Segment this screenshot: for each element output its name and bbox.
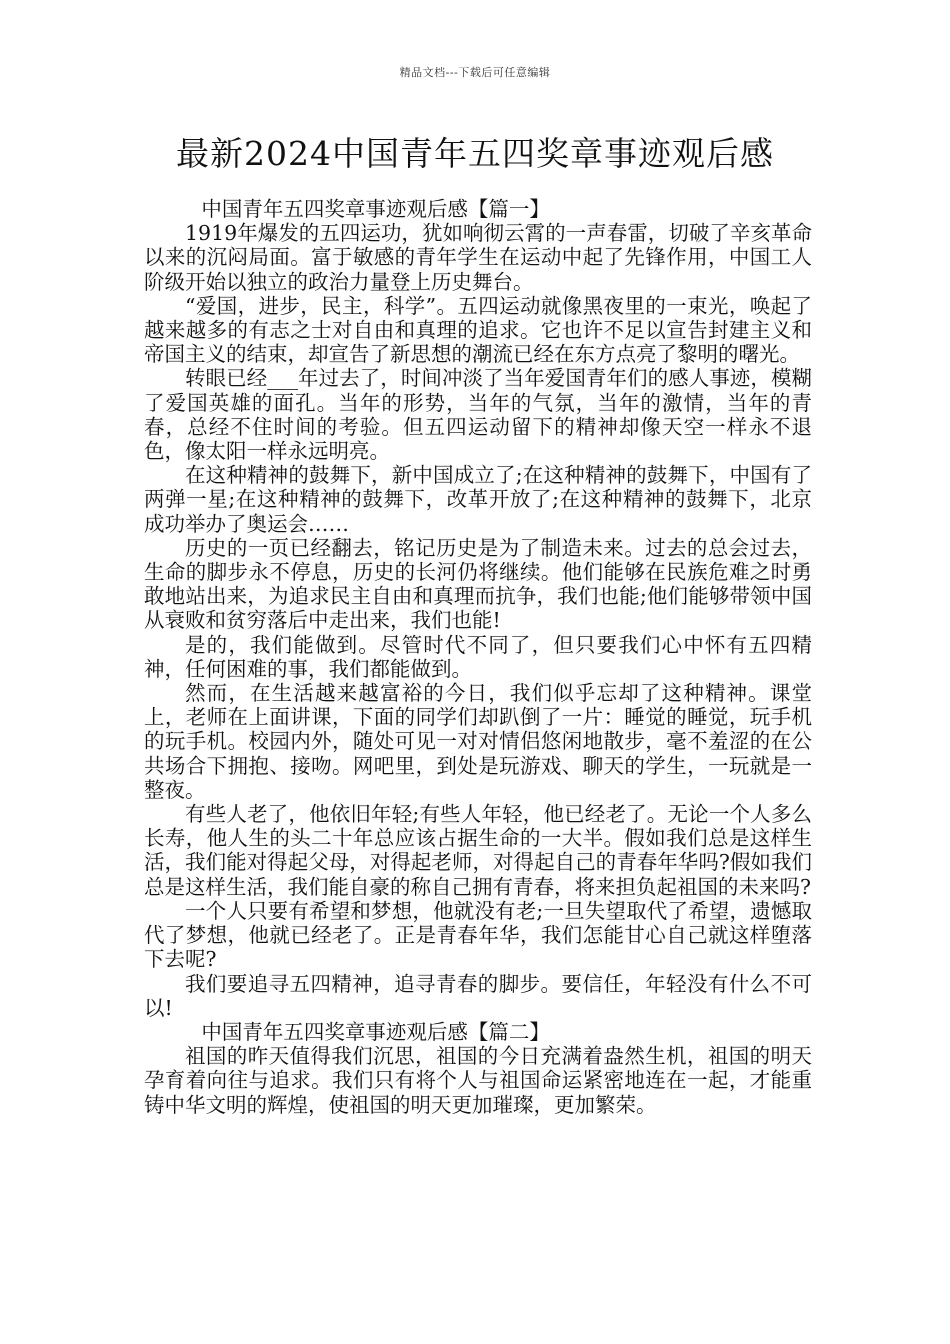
paragraph: 1919年爆发的五四运功，犹如响彻云霄的一声春雷，切破了辛亥革命以来的沉闷局面。富于敏感的青年学生在运动中起了先锋作用，中国工人阶级开始以独立的政治力量登上历史舞台。 bbox=[144, 221, 812, 294]
paragraph: 在这种精神的鼓舞下，新中国成立了;在这种精神的鼓舞下，中国有了两弹一星;在这种精神的鼓舞下，改革开放了;在这种精神的鼓舞下，北京成功举办了奥运会…… bbox=[144, 463, 812, 536]
section-heading-2: 中国青年五四奖章事迹观后感【篇二】 bbox=[201, 1019, 550, 1044]
paragraph: 转眼已经___年过去了，时间冲淡了当年爱国青年们的感人事迹，模糊了爱国英雄的面孔。当年的形势，当年的气氛，当年的激情，当年的青春，总经不住时间的考验。但五四运动留下的精神却像天空一样永不退色，像太阳一样永远明亮。 bbox=[144, 366, 812, 464]
document-body bbox=[144, 197, 812, 1117]
paragraph: 历史的一页已经翻去，铭记历史是为了制造未来。过去的总会过去，生命的脚步永不停息，历史的长河仍将继续。他们能够在民族危难之时勇敢地站出来，为追求民主自由和真理而抗争，我们也能;他们能够带领中国从衰败和贫穷落后中走出来，我们也能! bbox=[144, 535, 812, 633]
paragraph: 祖国的昨天值得我们沉思，祖国的今日充满着盎然生机，祖国的明天孕育着向往与追求。我们只有将个人与祖国命运紧密地连在一起，才能重铸中华文明的辉煌，使祖国的明天更加璀璨，更加繁荣。 bbox=[144, 1044, 812, 1117]
paragraph: 有些人老了，他依旧年轻;有些人年轻，他已经老了。无论一个人多么长寿，他人生的头二十年总应该占据生命的一大半。假如我们总是这样生活，我们能对得起父母，对得起老师，对得起自己的青春年华吗?假如我们总是这样生活，我们能自豪的称自己拥有青春，将来担负起祖国的未来吗? bbox=[144, 802, 812, 899]
paragraph: 然而，在生活越来越富裕的今日，我们似乎忘却了这种精神。课堂上，老师在上面讲课，下面的同学们却趴倒了一片：睡觉的睡觉，玩手机的玩手机。校园内外，随处可见一对对情侣悠闲地散步，毫不羞涩的在公共场合下拥抱、接吻。网吧里，到处是玩游戏、聊天的学生，一玩就是一整夜。 bbox=[144, 681, 812, 802]
header-note: 精品文档---下载后可任意编辑 bbox=[399, 66, 551, 79]
paragraph: 是的，我们能做到。尽管时代不同了，但只要我们心中怀有五四精神，任何困难的事，我们都能做到。 bbox=[144, 632, 812, 681]
document-title: 最新2024中国青年五四奖章事迹观后感 bbox=[176, 134, 774, 173]
section-heading-1: 中国青年五四奖章事迹观后感【篇一】 bbox=[201, 197, 550, 221]
paragraph: “爱国，进步，民主，科学”。五四运动就像黑夜里的一束光，唤起了越来越多的有志之士对自由和真理的追求。它也许不足以宣告封建主义和帝国主义的结束，却宣告了新思想的潮流已经在东方点亮了黎明的曙光。 bbox=[144, 293, 812, 367]
paragraph: 我们要追寻五四精神，追寻青春的脚步。要信任，年轻没有什么不可以! bbox=[144, 971, 812, 1020]
paragraph: 一个人只要有希望和梦想，他就没有老;一旦失望取代了希望，遗憾取代了梦想，他就已经老了。正是青春年华，我们怎能甘心自己就这样堕落下去呢? bbox=[144, 898, 812, 972]
